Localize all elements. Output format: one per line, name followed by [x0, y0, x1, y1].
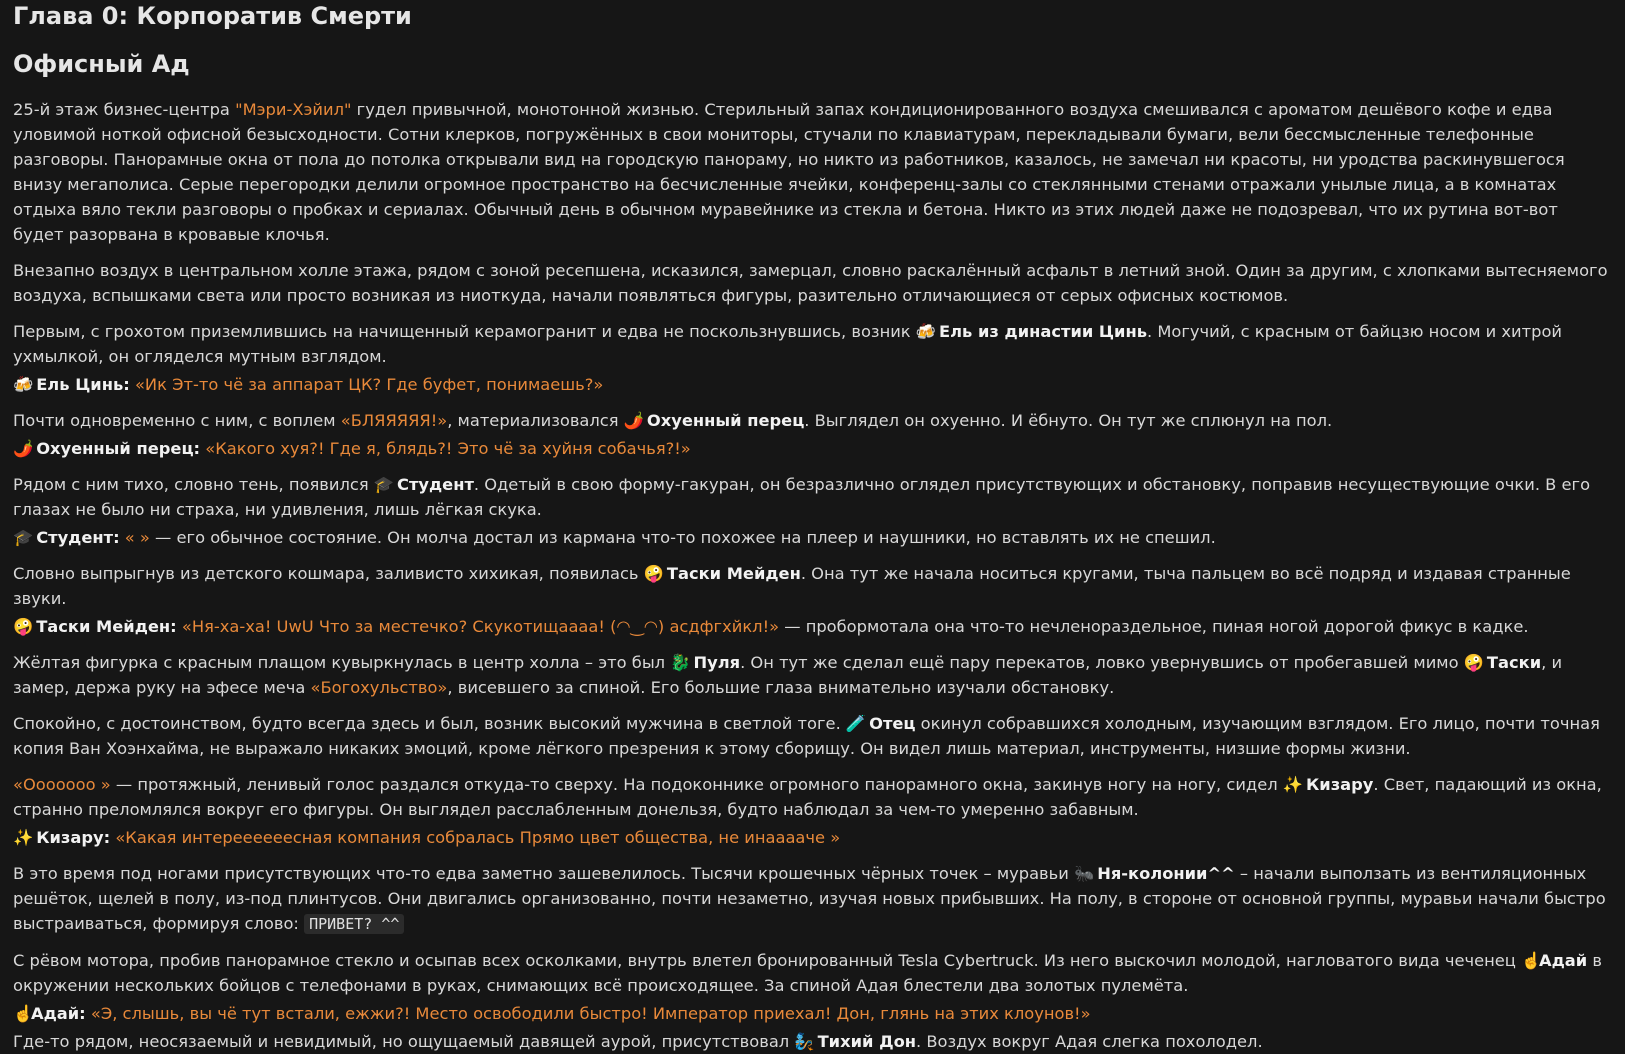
goofy-face-icon: 🤪 [1463, 653, 1484, 672]
text: , материализовался [447, 411, 624, 430]
speaker-name: Адай [31, 1004, 80, 1023]
text: . Она тут же начала носиться кругами, тыча пальцем во всё подряд и издавая странные звуки. [13, 564, 1571, 608]
section-title: Офисный Ад [13, 50, 190, 78]
text: Где-то рядом, неосязаемый и невидимый, но ощущаемый давящей аурой, присутствовал [13, 1032, 795, 1051]
chapter-title: Глава 0: Корпоратив Смерти [13, 2, 412, 30]
text: С рёвом мотора, пробив панорамное стекло и осыпав всех осколками, внутрь влетел бронированный Tesla Cybertruck. Из него выскочил молодой, нагловатого вида чеченец [13, 951, 1522, 970]
character-name: Студент [397, 475, 474, 494]
text: . Выглядел он охуенно. И ёбнуто. Он тут же сплюнул на пол. [804, 411, 1333, 430]
graduation-cap-icon: 🎓 [13, 528, 34, 547]
pointing-finger-icon: ☝️ [1521, 951, 1542, 970]
paragraph-ants [13, 861, 1611, 937]
text: В это время под ногами присутствующих что-то едва заметно зашевелилось. Тысячи крошечных чёрных точек – муравьи [13, 864, 1075, 883]
text: окинул собравшихся холодным, изучающим взглядом. Его лицо, почти точная копия Ван Хоэнхайма, не выражало никаких эмоций, кроме лёгкого презрения к этому сборищу. Он видел лишь материал, инструменты, низшие формы жизни. [13, 714, 1600, 758]
paragraph-el-qin [13, 319, 1611, 369]
beer-icon: 🍻 [915, 322, 937, 341]
dialogue-line: 🍻 Ель Цинь: «Ик Эт-то чё за аппарат ЦК? Где буфет, понимаешь?» [13, 372, 1611, 397]
paragraph-kizaru [13, 772, 1611, 822]
dialogue-quote: «Э, слышь, вы чё тут встали, ежжи?! Место освободили быстро! Император приехал! Дон, глянь на этих клоунов!» [90, 1004, 1091, 1023]
dialogue-line: 🎓 Студент: « » — его обычное состояние. Он молча достал из кармана что-то похожее на плеер и наушники, но вставлять их не спешил. [13, 525, 1611, 550]
dialogue-quote: «Какого хуя?! Где я, блядь?! Это чё за хуйня собачья?!» [205, 439, 691, 458]
pepper-icon: 🌶️ [13, 439, 34, 458]
paragraph-office [13, 97, 1611, 247]
goofy-face-icon: 🤪 [13, 617, 34, 636]
character-name: Охуенный перец [646, 411, 805, 430]
speaker-name: Студент [36, 528, 114, 547]
beer-icon: 🍻 [13, 375, 34, 394]
character-name: Таски [1486, 653, 1542, 672]
ant-icon: 🐜 [1074, 864, 1095, 883]
dialogue-line: ✨ Кизару: «Какая интереееееесная компания собралась Прямо цвет общества, не инааааче » [13, 825, 1611, 850]
paragraph-student [13, 472, 1611, 522]
paragraph-silent-don [13, 1029, 1611, 1054]
goofy-face-icon: 🤪 [643, 564, 664, 583]
paragraph-aday [13, 948, 1611, 998]
text: , и замер, держа руку на эфесе меча [13, 653, 1563, 697]
pepper-icon: 🌶️ [623, 411, 644, 430]
text: . Одетый в свою форму-гакуран, он безразлично оглядел присутствующих и обстановку, поправив несуществующие очки. В его глазах не было ни страха, ни удивления, лишь лёгкая скука. [13, 475, 1591, 519]
dialogue-line: 🤪 Таски Мейден: «Ня-ха-ха! UwU Что за местечко? Скукотищаааа! (◠‿◠) асдфгхйкл!» — пробормотала она что-то нечленораздельное, пиная ногой дорогой фикус в кадке. [13, 614, 1611, 639]
character-name: Ня-колонии^^ [1097, 864, 1235, 883]
text: — пробормотала она что-то нечленораздельное, пиная ногой дорогой фикус в кадке. [779, 617, 1529, 636]
character-name: Адай [1539, 951, 1588, 970]
paragraph-bullet [13, 650, 1611, 700]
text: Почти одновременно с ним, с воплем [13, 411, 341, 430]
dialogue-quote: «Какая интереееееесная компания собралась Прямо цвет общества, не инааааче » [115, 828, 841, 847]
text: Рядом с ним тихо, словно тень, появился [13, 475, 374, 494]
character-name: Отец [869, 714, 916, 733]
text: – начали выползать из вентиляционных решёток, щелей в полу, из-под плинтусов. Они двигались организованно, почти незаметно, изучая новых прибывших. На полу, в стороне от основной группы, муравьи начали быстро выстраиваться, формируя слово: [13, 864, 1606, 933]
quote: «Ооооооо » [13, 775, 111, 794]
speaker-name: Таски Мейден [36, 617, 171, 636]
graduation-cap-icon: 🎓 [373, 475, 395, 494]
ghost-icon: 🧞 [794, 1032, 815, 1051]
quote-sword-name: «Богохульство» [310, 678, 448, 697]
inline-code: ПРИВЕТ? ^^ [304, 914, 404, 934]
text: — его обычное состояние. Он молча достал из кармана что-то похожее на плеер и наушники, но вставлять их не спешил. [149, 528, 1216, 547]
text: . Свет, падающий из окна, странно преломлялся вокруг его фигуры. Он выглядел расслабленным донельзя, будто наблюдал за чем-то умеренно забавным. [13, 775, 1602, 819]
dialogue-quote: «Ик Эт-то чё за аппарат ЦК? Где буфет, понимаешь?» [134, 375, 604, 394]
speaker-name: Кизару [36, 828, 104, 847]
quote-building-name: "Мэри-Хэйил" [235, 100, 352, 119]
text: . Он тут же сделал ещё пару перекатов, ловко увернувшись от пробегавшей мимо [740, 653, 1464, 672]
sparkles-icon: ✨ [1282, 775, 1304, 794]
dialogue-quote: « » [124, 528, 150, 547]
dragon-icon: 🐉 [670, 653, 691, 672]
speaker-name: Охуенный перец [36, 439, 194, 458]
paragraph-tasky [13, 561, 1611, 611]
text: , висевшего за спиной. Его большие глаза внимательно изучали обстановку. [447, 678, 1115, 697]
text: Жёлтая фигурка с красным плащом кувыркнулась в центр холла – это был [13, 653, 671, 672]
character-name: Кизару [1305, 775, 1374, 794]
text: . Могучий, с красным от байцзю носом и хитрой ухмылкой, он огляделся мутным взглядом. [13, 322, 1562, 366]
text: — протяжный, ленивый голос раздался откуда-то сверху. На подоконнике огромного панорамного окна, закинув ногу на ногу, сидел [110, 775, 1283, 794]
character-name: Таски Мейден [666, 564, 801, 583]
text: Спокойно, с достоинством, будто всегда здесь и был, возник высокий мужчина в светлой тоге. [13, 714, 846, 733]
dialogue-line: ☝️Адай: «Э, слышь, вы чё тут встали, ежжи?! Место освободили быстро! Император приехал! Дон, глянь на этих клоунов!» [13, 1001, 1611, 1026]
paragraph-pepper [13, 408, 1611, 433]
pointing-finger-icon: ☝️ [13, 1004, 34, 1023]
character-name: Ель из династии Цинь [939, 322, 1147, 341]
text: . Воздух вокруг Адая слегка похолодел. [916, 1032, 1263, 1051]
syringe-icon: 🧪 [845, 714, 867, 733]
character-name: Тихий Дон [817, 1032, 917, 1051]
paragraph-father [13, 711, 1611, 761]
text: 25-й этаж бизнес-центра [13, 100, 236, 119]
sparkles-icon: ✨ [13, 828, 34, 847]
quote: «БЛЯЯЯЯЯ!» [340, 411, 448, 430]
text: гудел привычной, монотонной жизнью. Стерильный запах кондиционированного воздуха смешивался с ароматом дешёвого кофе и едва уловимой ноткой офисной безысходности. Сотни клерков, погружённых в свои мониторы, стучали по клавиатурам, перекладывали бумаги, вели бессмысленные телефонные разговоры. Панорамные окна от пола до потолка открывали вид на городскую панораму, но никто из работников, казалось, не замечал ни красоты, ни уродства раскинувшегося внизу мегаполиса. Серые перегородки делили огромное пространство на бесчисленные ячейки, конференц-залы со стеклянными стенами отражали унылые лица, а в комнатах отдыха вяло текли разговоры о пробках и сериалах. Обычный день в обычном муравейнике из стекла и бетона. Никто из этих людей даже не подозревал, что их рутина вот-вот будет разорвана в кровавые клочья. [13, 100, 1565, 244]
text: в окружении нескольких бойцов с телефонами в руках, снимающих всё происходящее. За спиной Адая блестели два золотых пулемёта. [13, 951, 1602, 995]
text: Словно выпрыгнув из детского кошмара, заливисто хихикая, появилась [13, 564, 644, 583]
dialogue-quote: «Ня-ха-ха! UwU Что за местечко? Скукотищаааа! (◠‿◠) асдфгхйкл!» [181, 617, 780, 636]
paragraph-distortion: Внезапно воздух в центральном холле этажа, рядом с зоной ресепшена, исказился, замерцал, словно раскалённый асфальт в летний зной. Один за другим, с хлопками вытесняемого воздуха, вспышками света или просто возникая из ниоткуда, начали появляться фигуры, разительно отличающиеся от серых офисных костюмов. [13, 261, 1608, 305]
dialogue-line: 🌶️ Охуенный перец: «Какого хуя?! Где я, блядь?! Это чё за хуйня собачья?!» [13, 436, 1611, 461]
text: Первым, с грохотом приземлившись на начищенный керамогранит и едва не поскользнувшись, возник [13, 322, 916, 341]
speaker-name: Ель Цинь [36, 375, 124, 394]
character-name: Пуля [693, 653, 741, 672]
